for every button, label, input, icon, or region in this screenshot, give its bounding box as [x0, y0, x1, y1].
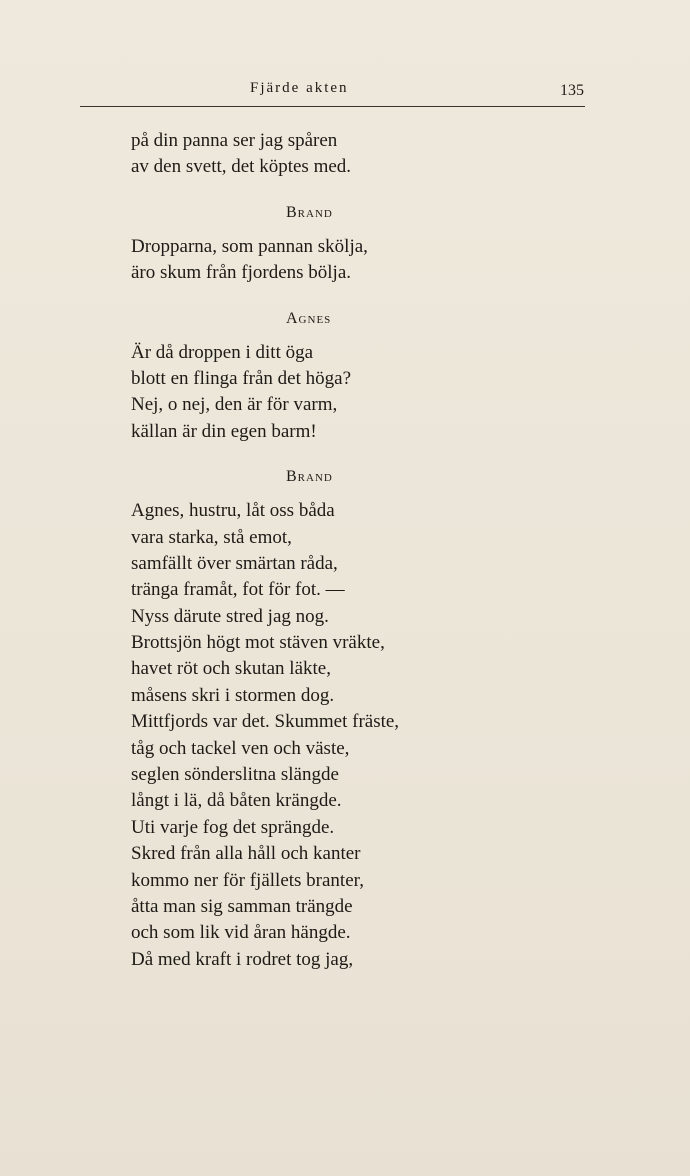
verse-line: seglen sönderslitna slängde: [131, 764, 339, 786]
verse-line: blott en flinga från det höga?: [131, 367, 352, 389]
verse-line: Nej, o nej, den är för varm,: [131, 394, 338, 416]
verse-line: Brottsjön högt mot stäven vräkte,: [131, 632, 385, 654]
verse-line: åtta man sig samman trängde: [131, 895, 353, 917]
stanza: [131, 306, 551, 446]
verse-line: samfällt över smärtan råda,: [131, 552, 338, 574]
verse-line: av den svett, det köptes med.: [131, 156, 352, 178]
stanza: [131, 200, 551, 287]
speaker-name: Agnes: [286, 309, 332, 327]
verse-line: havet röt och skutan läkte,: [131, 658, 331, 680]
verse-line: och som lik vid åran hängde.: [131, 922, 351, 944]
verse-line: måsens skri i stormen dog.: [131, 684, 335, 706]
verse-line: tåg och tackel ven och väste,: [131, 737, 350, 759]
verse-text: [131, 128, 551, 973]
verse-line: Nyss därute stred jag nog.: [131, 605, 329, 627]
verse-line: kommo ner för fjällets branter,: [131, 869, 364, 891]
verse-line: tränga framåt, fot för fot. —: [131, 579, 345, 601]
verse-line: Är då droppen i ditt öga: [131, 341, 314, 363]
speaker-name: Brand: [286, 468, 333, 486]
verse-line: Uti varje fog det sprängde.: [131, 816, 335, 838]
verse-line: Då med kraft i rodret tog jag,: [131, 948, 354, 970]
running-title: Fjärde akten: [250, 80, 349, 96]
verse-line: Mittfjords var det. Skummet fräste,: [131, 711, 400, 733]
stanza: [131, 464, 551, 973]
verse-line: Skred från alla håll och kanter: [131, 843, 361, 865]
verse-line: källan är din egen barm!: [131, 420, 317, 442]
verse-line: Agnes, hustru, låt oss båda: [131, 500, 335, 522]
page-number: 135: [560, 82, 584, 99]
verse-line: äro skum från fjordens bölja.: [131, 262, 352, 284]
stanza: [131, 128, 551, 181]
verse-line: långt i lä, då båten krängde.: [131, 790, 342, 812]
page-header: [78, 76, 584, 106]
verse-line: vara starka, stå emot,: [131, 526, 292, 548]
verse-line: Dropparna, som pannan skölja,: [131, 235, 368, 257]
header-rule: [80, 106, 585, 107]
verse-line: på din panna ser jag spåren: [131, 130, 338, 151]
speaker-name: Brand: [286, 203, 333, 221]
